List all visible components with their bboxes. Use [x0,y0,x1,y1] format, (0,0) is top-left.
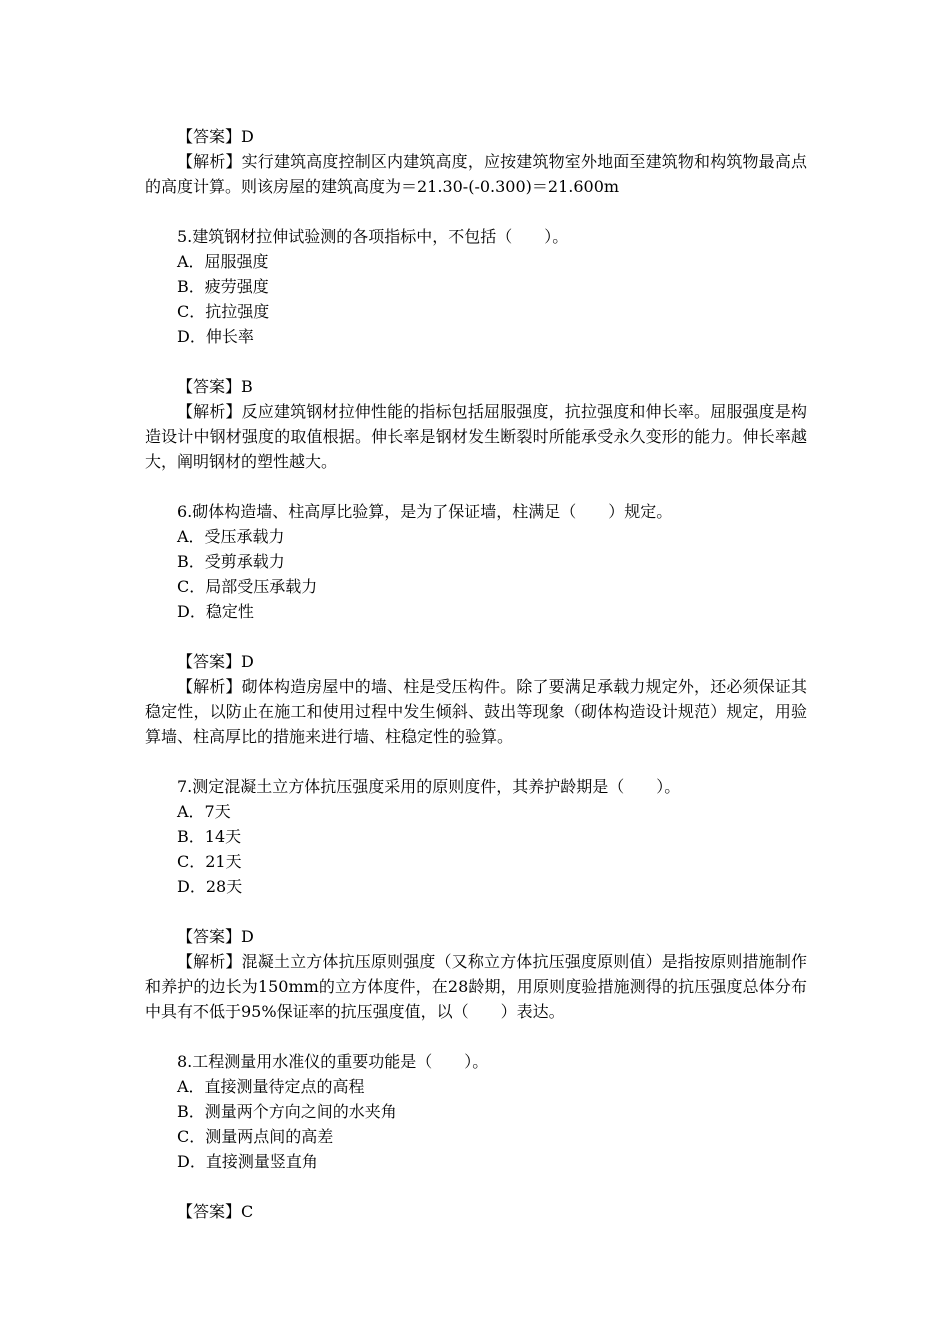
option-6a: A．受压承载力 [177,527,285,546]
option-8c: C．测量两点间的高差 [177,1127,334,1146]
spacer [145,199,807,224]
spacer [145,1024,807,1049]
spacer [145,1174,807,1199]
analysis-5: 【解析】反应建筑钢材拉伸性能的指标包括屈服强度，抗拉强度和伸长率。屈服强度是构造设计中钢材强度的取值根据。伸长率是钢材发生断裂时所能承受永久变形的能力。伸长率越大，阐明钢材的塑性越大。 [145,402,807,471]
option-6d: D．稳定性 [177,602,254,621]
option-6c: C．局部受压承载力 [177,577,318,596]
question-8: 8.工程测量用水准仪的重要功能是（ ）。 [177,1052,489,1071]
answer-8: 【答案】C [177,1202,254,1221]
question-5: 5.建筑钢材拉伸试验测的各项指标中，不包括（ ）。 [177,227,569,246]
answer-7: 【答案】D [177,927,254,946]
option-5a: A．屈服强度 [177,252,269,271]
option-5c: C．抗拉强度 [177,302,270,321]
spacer [145,349,807,374]
spacer [145,624,807,649]
analysis-7: 【解析】混凝土立方体抗压原则强度（又称立方体抗压强度原则值）是指按原则措施制作和养护的边长为150mm的立方体度件，在28龄期，用原则度验措施测得的抗压强度总体分布中具有不低于95%保证率的抗压强度值，以（ ）表达。 [145,952,807,1021]
option-5b: B．疲劳强度 [177,277,269,296]
document-page [145,124,807,1224]
question-7: 7.测定混凝土立方体抗压强度采用的原则度件，其养护龄期是（ ）。 [177,777,681,796]
option-6b: B．受剪承载力 [177,552,285,571]
spacer [145,749,807,774]
analysis-prev: 【解析】实行建筑高度控制区内建筑高度，应按建筑物室外地面至建筑物和构筑物最高点的高度计算。则该房屋的建筑高度为＝21.30-(-0.300)＝21.600m [145,152,807,196]
option-8d: D．直接测量竖直角 [177,1152,318,1171]
question-6: 6.砌体构造墙、柱高厚比验算，是为了保证墙，柱满足（ ）规定。 [177,502,673,521]
option-7a: A．7天 [177,802,231,821]
spacer [145,899,807,924]
option-8b: B．测量两个方向之间的水夹角 [177,1102,397,1121]
option-5d: D．伸长率 [177,327,254,346]
option-7d: D．28天 [177,877,243,896]
analysis-6: 【解析】砌体构造房屋中的墙、柱是受压构件。除了要满足承载力规定外，还必须保证其稳定性，以防止在施工和使用过程中发生倾斜、鼓出等现象（砌体构造设计规范）规定，用验算墙、柱高厚比的措施来进行墙、柱稳定性的验算。 [145,677,807,746]
answer-5: 【答案】B [177,377,253,396]
option-8a: A．直接测量待定点的高程 [177,1077,365,1096]
option-7c: C．21天 [177,852,242,871]
option-7b: B．14天 [177,827,242,846]
spacer [145,474,807,499]
answer-6: 【答案】D [177,652,254,671]
answer-prev: 【答案】D [177,127,254,146]
